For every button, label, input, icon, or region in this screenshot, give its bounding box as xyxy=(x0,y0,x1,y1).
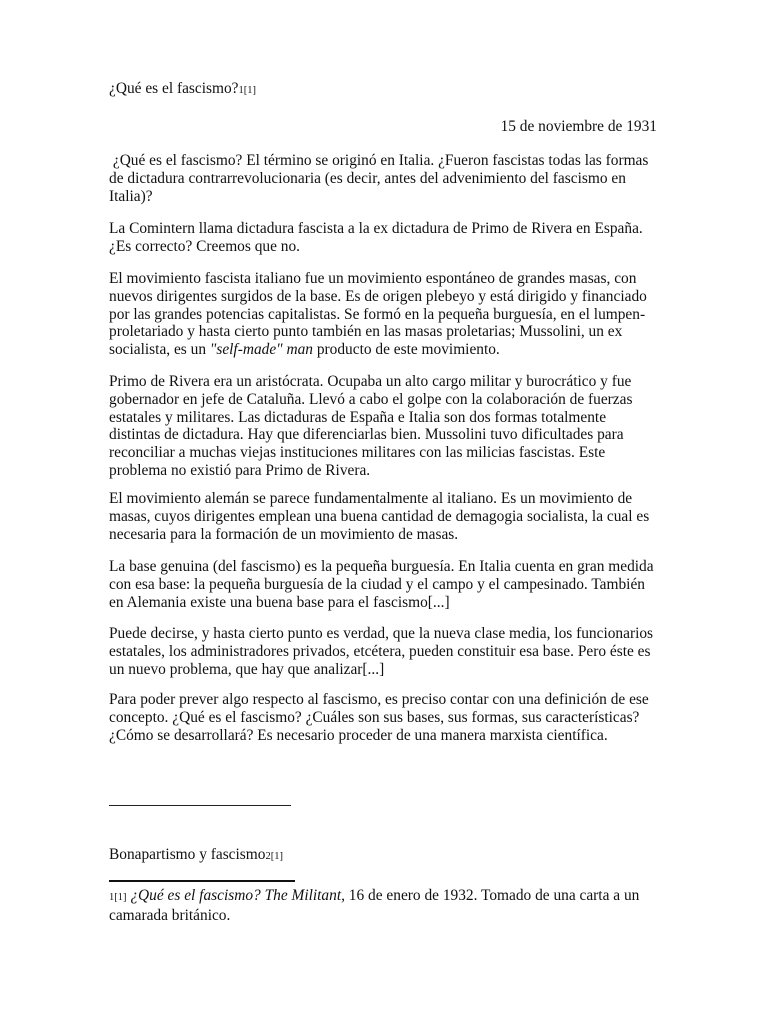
document-title xyxy=(109,80,657,100)
paragraph-3-text-start: El movimiento fascista italiano fue un movimiento espontáneo de grandes masas, con nuevos dirigentes surgidos de la base. Es de origen plebeyo y está dirigido y financiado por las grandes potencias capitalistas. Se formó en la pequeña burguesía, en el lumpen-proletariado y hasta cierto punto también en las masas proletarias; Mussolini, un ex socialista, es un xyxy=(109,270,647,359)
paragraph-6: La base genuina (del fascismo) es la pequeña burguesía. En Italia cuenta en gran medida con esa base: la pequeña burguesía de la ciudad y el campo y el campesinado. También en Alemania existe una buena base para el fascismo[...] xyxy=(109,558,654,611)
paragraph-3-italic-phrase: "self-made" man xyxy=(209,341,313,359)
footnote-1-italic: ¿Qué es el fascismo? The Militant, xyxy=(130,887,345,904)
section-divider xyxy=(109,805,291,806)
footnote-divider xyxy=(109,880,295,882)
paragraph-3-text-end: producto de este movimiento. xyxy=(313,341,500,359)
footnote-1-text: 16 de enero de 1932. Tomado de una carta a un camarada británico. xyxy=(109,887,640,924)
document-date: 15 de noviembre de 1931 xyxy=(500,118,657,135)
section-2-title-text: Bonapartismo y fascismo xyxy=(109,846,266,863)
paragraph-5: El movimiento alemán se parece fundamentalmente al italiano. Es un movimiento de masas, cuyos dirigentes emplean una buena cantidad de demagogia socialista, la cual es necesaria para la formación de un movimiento de masas. xyxy=(109,490,650,543)
paragraph-1: ¿Qué es el fascismo? El término se originó en Italia. ¿Fueron fascistas todas las formas de dictadura contrarrevolucionaria (es decir, antes del advenimiento del fascismo en Italia)? xyxy=(109,152,653,205)
paragraph-8: Para poder prever algo respecto al fascismo, es preciso contar con una definición de ese concepto. ¿Qué es el fascismo? ¿Cuáles son sus bases, sus formas, sus características? ¿Cómo se desarrollará? Es necesario proceder de una manera marxista científica. xyxy=(109,691,649,744)
footnote-1 xyxy=(109,887,657,925)
title-text: ¿Qué es el fascismo? xyxy=(109,80,239,97)
section-2-footnote-ref[interactable]: 2[1] xyxy=(265,851,283,862)
paragraph-3 xyxy=(109,270,657,359)
title-footnote-ref[interactable]: 1[1] xyxy=(238,85,256,96)
section-2-title xyxy=(109,846,657,866)
paragraph-7: Puede decirse, y hasta cierto punto es verdad, que la nueva clase media, los funcionarios estatales, los administradores privados, etcétera, pueden constituir esa base. Pero éste es un nuevo problema, que hay que analizar[...] xyxy=(109,625,654,678)
paragraph-2: La Comintern llama dictadura fascista a la ex dictadura de Primo de Rivera en España. ¿Es correcto? Creemos que no. xyxy=(109,220,643,255)
footnote-1-ref[interactable]: 1[1] xyxy=(109,892,127,903)
paragraph-4: Primo de Rivera era un aristócrata. Ocupaba un alto cargo militar y burocrático y fue gobernador en jefe de Cataluña. Llevó a cabo el golpe con la colaboración de fuerzas estatales y militares. Las dictaduras de España e Italia son dos formas totalmente distintas de dictadura. Hay que diferenciarlas bien. Mussolini tuvo dificultades para reconciliar a muchas viejas instituciones militares con las milicias fascistas. Este problema no existió para Primo de Rivera. xyxy=(109,373,633,479)
